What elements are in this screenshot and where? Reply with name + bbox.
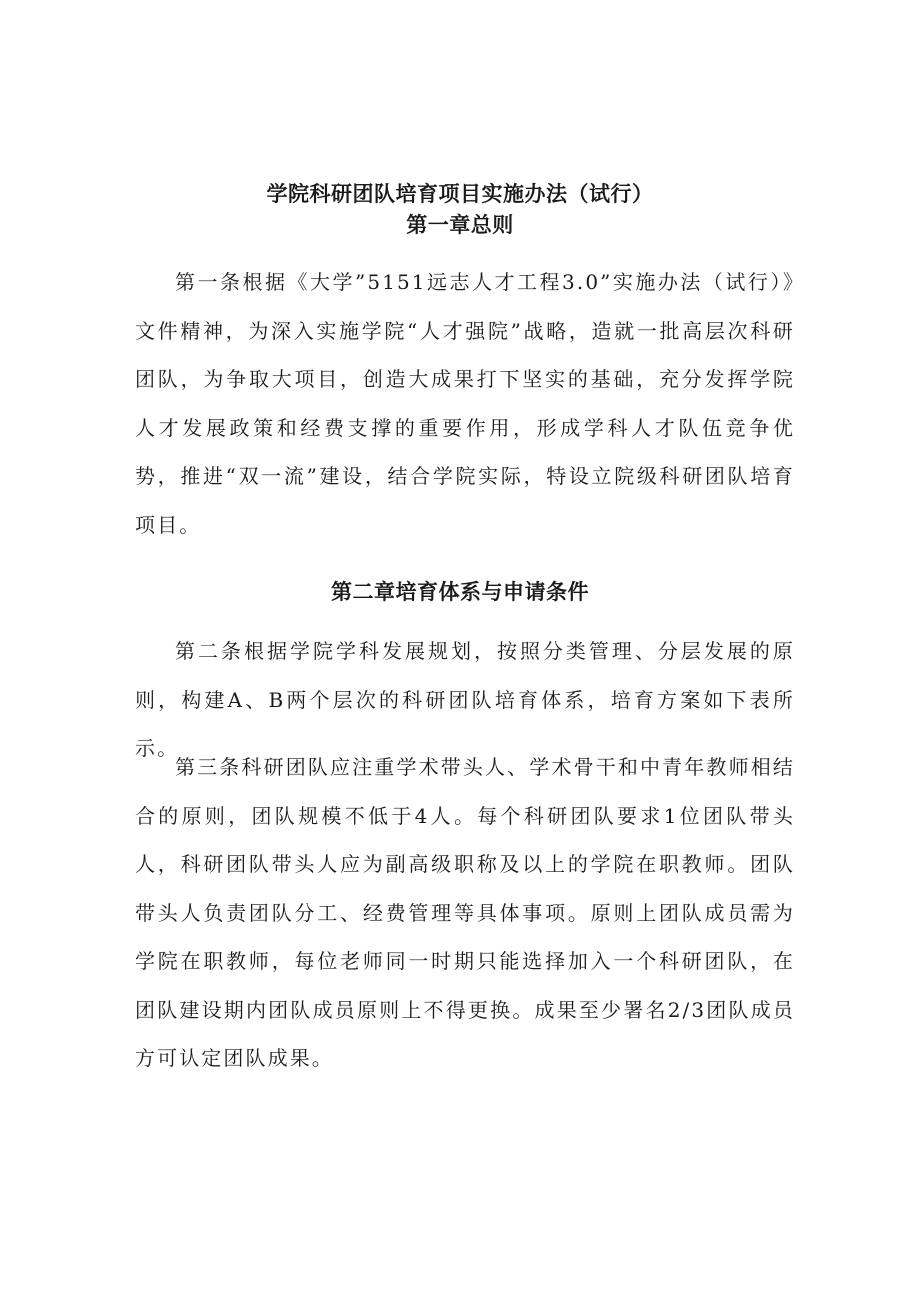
document-title: 学院科研团队培育项目实施办法（试行） [266,182,654,206]
article-3-paragraph: 第三条科研团队应注重学术带头人、学术骨干和中青年教师相结合的原则，团队规模不低于4人。每个科研团队要求1位团队带头人，科研团队带头人应为副高级职称及以上的学院在职教师。团队带头人负责团队分工、经费管理等具体事项。原则上团队成员需为学院在职教师，每位老师同一时期只能选择加入一个科研团队，在团队建设期内团队成员原则上不得更换。成果至少署名2/3团队成员方可认定团队成果。 [135,755,795,1070]
chapter-2-heading: 第二章培育体系与申请条件 [331,580,589,604]
article-1-paragraph: 第一条根据《大学”5151远志人才工程3.0”实施办法（试行）》文件精神，为深入实施学院“人才强院”战略，造就一批高层次科研团队，为争取大项目，创造大成果打下坚实的基础，充分发挥学院人才发展政策和经费支撑的重要作用，形成学科人才队伍竞争优势，推进“双一流”建设，结合学院实际，特设立院级科研团队培育项目。 [135,270,795,537]
article-2-paragraph: 第二条根据学院学科发展规划，按照分类管理、分层发展的原则，构建A、B两个层次的科研团队培育体系，培育方案如下表所示。 [135,639,795,760]
chapter-1-heading: 第一章总则 [406,213,514,237]
